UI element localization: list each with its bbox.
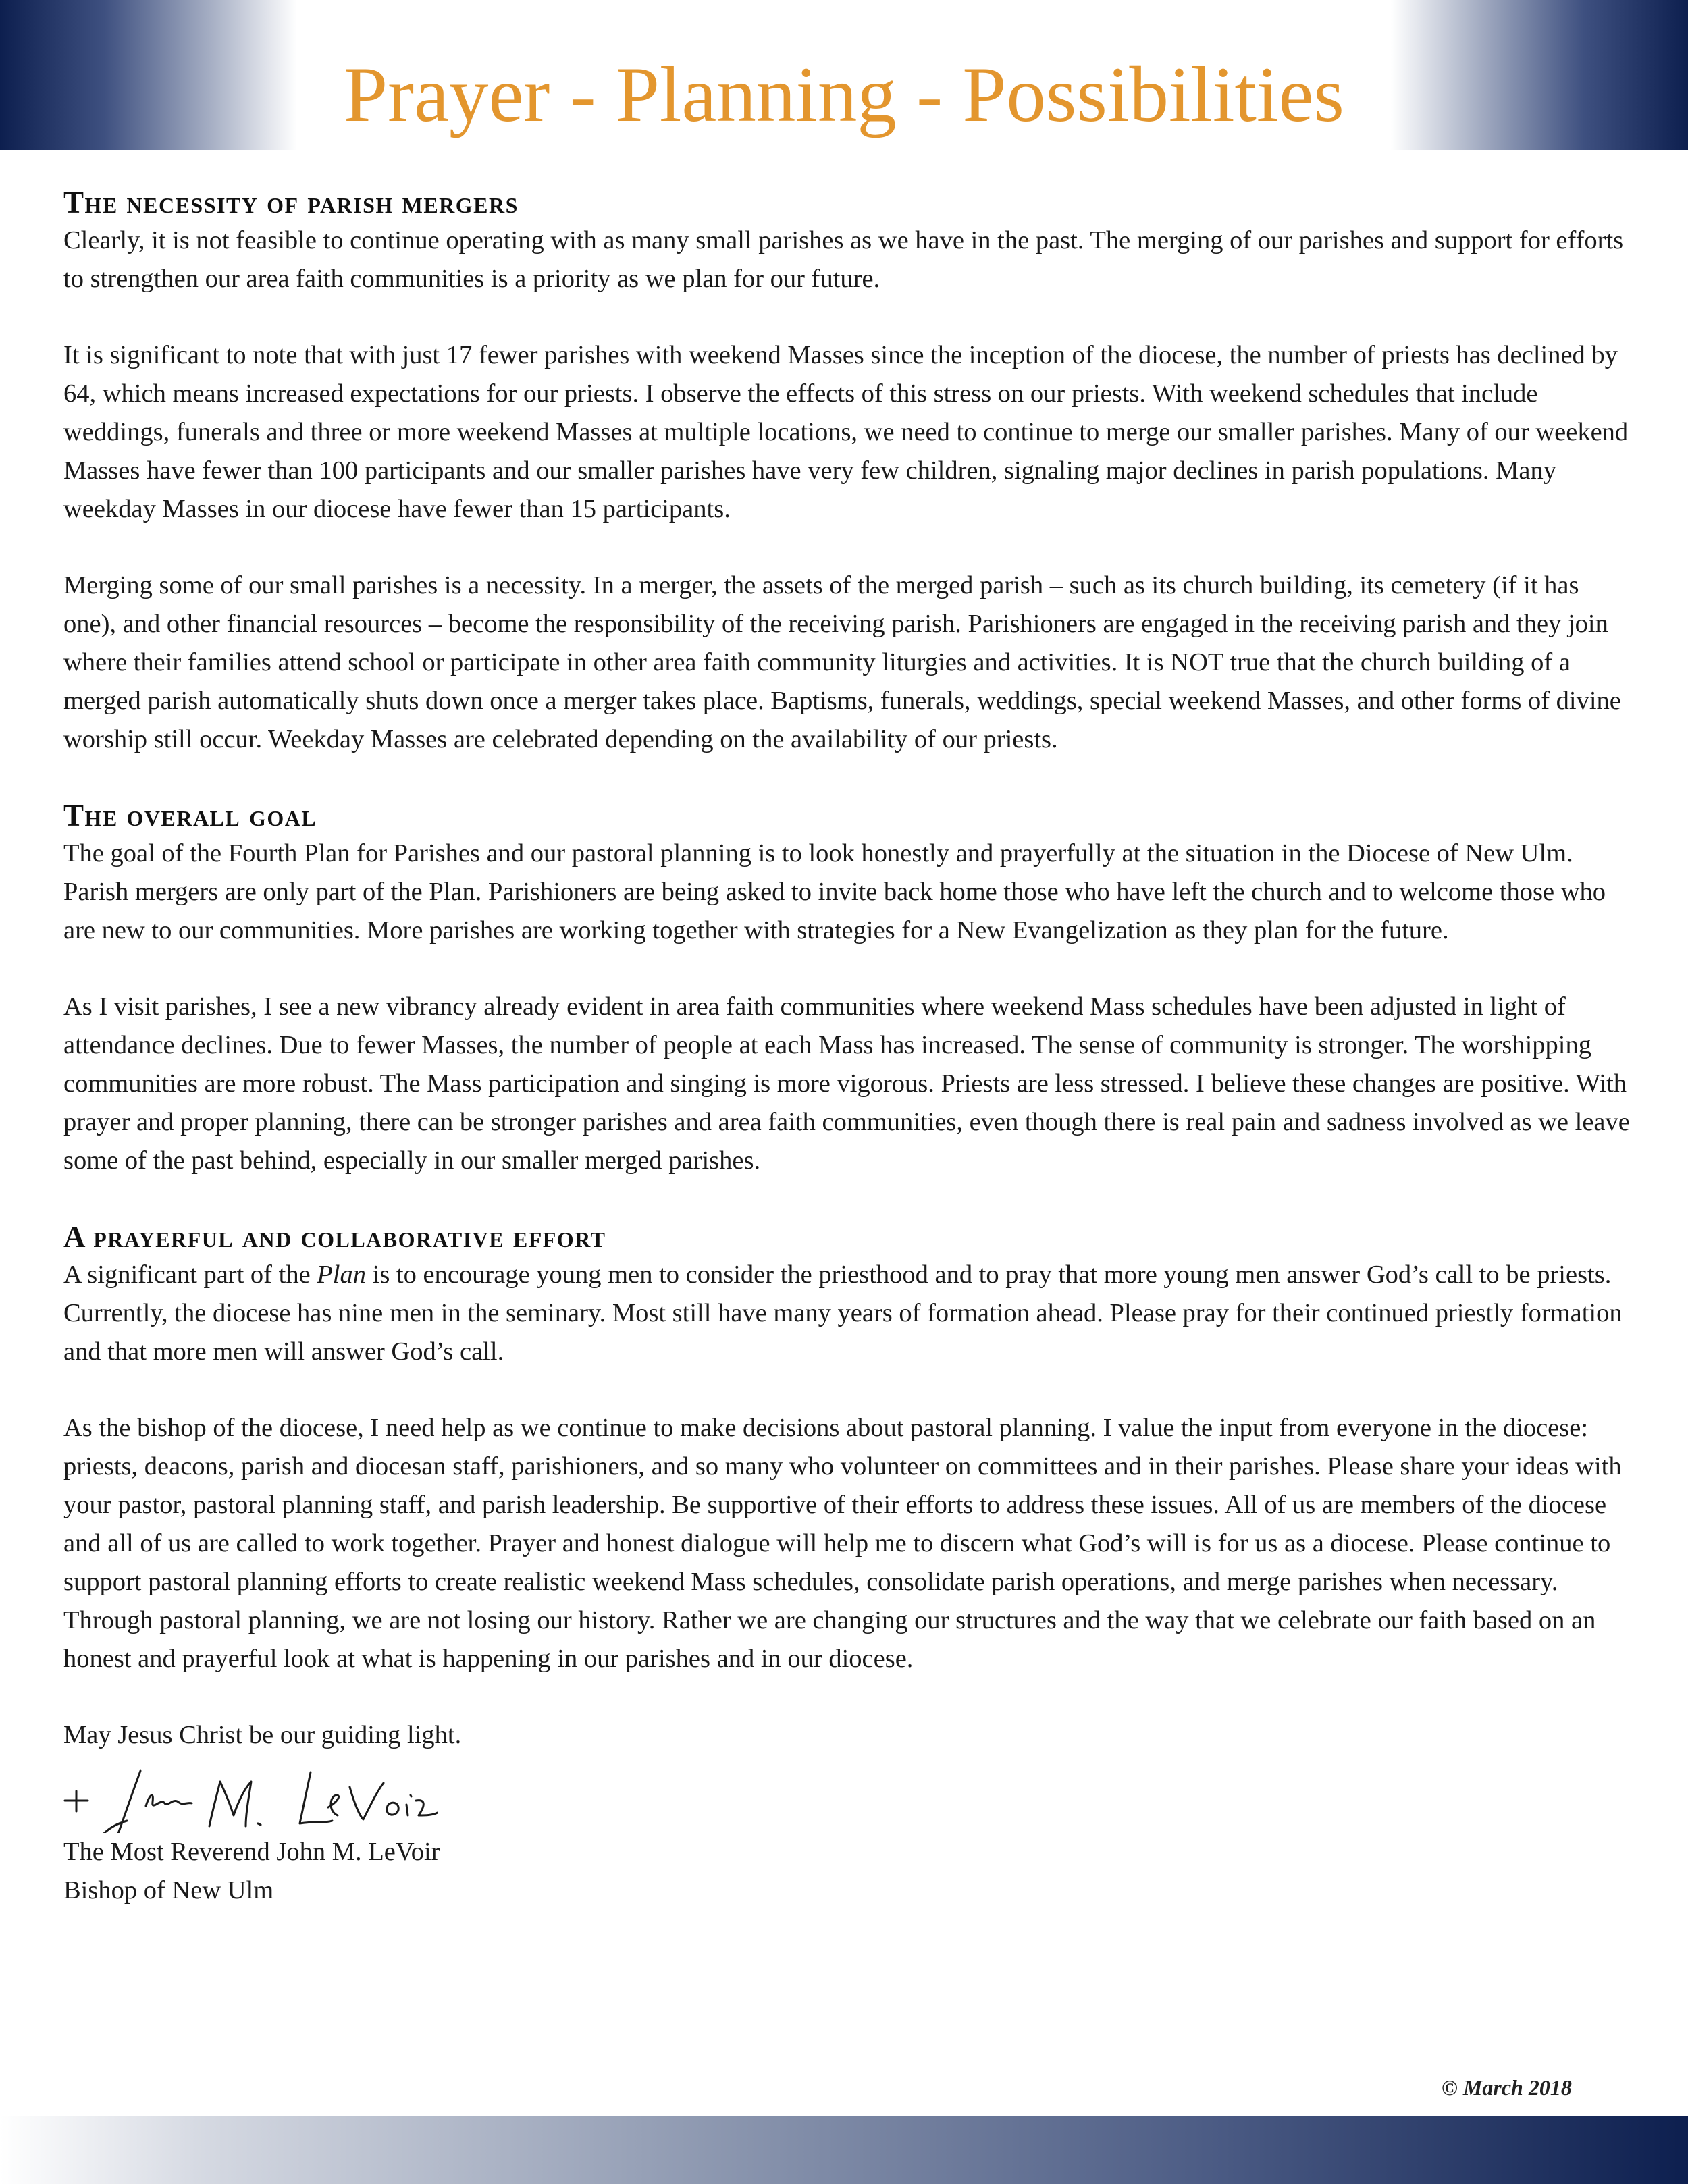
paragraph (63, 1256, 1637, 1371)
section-heading-effort: A prayerful and collaborative effort (63, 1220, 606, 1254)
closing-line: May Jesus Christ be our guiding light. (63, 1721, 462, 1749)
paragraph: Merging some of our small parishes is a necessity. In a merger, the assets of the merged parish – such as its church building, its cemetery (if it has one), and other financial resources – become the responsibility of the receiving parish. Parishioners are engaged in the receiving parish and they join where their families attend school or participate in other area faith community liturgies and activities. It is NOT true that the church building of a merged parish automatically shuts down once a merger takes place. Baptisms, funerals, weddings, special weekend Masses, and other forms of divine worship still occur. Weekday Masses are celebrated depending on the availability of our priests. (63, 571, 1621, 753)
copyright-notice: © March 2018 (1442, 2075, 1572, 2100)
footer-gradient (0, 2116, 1688, 2184)
section-heading-mergers: The necessity of parish mergers (63, 186, 519, 219)
paragraph: As the bishop of the diocese, I need help as we continue to make decisions about pastoral planning. I value the input from everyone in the diocese: priests, deacons, parish and diocesan staff, parishioners, and so many who volunteer on committees and in their parishes. Please share your ideas with your pastor, pastoral planning staff, and parish leadership. Be supportive of their efforts to address these issues. All of us are members of the diocese and all of us are called to work together. Prayer and honest dialogue will help me to discern what God’s will is for us as a diocese. Please continue to support pastoral planning efforts to create realistic weekend Mass schedules, consolidate parish operations, and merge parishes when necessary. Through pastoral planning, we are not losing our history. Rather we are changing our structures and the way that we celebrate our faith based on an honest and prayerful look at what is happening in our parishes and in our diocese. (63, 1414, 1622, 1673)
plan-italic: Plan (317, 1260, 366, 1289)
paragraph: As I visit parishes, I see a new vibrancy already evident in area faith communities where weekend Mass schedules have been adjusted in light of attendance declines. Due to fewer Masses, the number of people at each Mass has increased. The sense of community is stronger. The worshipping communities are more robust. The Mass participation and singing is more vigorous. Priests are less stressed. I believe these changes are positive. With prayer and proper planning, there can be stronger parishes and area faith communities, even though there is real pain and sadness involved as we leave some of the past behind, especially in our smaller merged parishes. (63, 992, 1630, 1175)
signature-image (59, 1759, 438, 1833)
paragraph-text: A significant part of the (63, 1260, 317, 1289)
section-heading-goal: The overall goal (63, 799, 317, 832)
paragraph: The goal of the Fourth Plan for Parishes and our pastoral planning is to look honestly and prayerfully at the situation in the Diocese of New Ulm. Parish mergers are only part of the Plan. Parishioners are being asked to invite back home those who have left the church and to welcome those who are new to our communities. More parishes are working together with strategies for a New Evangelization as they plan for the future. (63, 839, 1606, 944)
paragraph-text: is to encourage young men to consider the priesthood and to pray that more young men answer God’s call to be priests. Currently, the diocese has nine men in the seminary. Most still have many years of formation ahead. Please pray for their continued priestly formation and that more men will answer God’s call. (63, 1260, 1623, 1366)
page-title: Prayer - Planning - Possibilities (344, 51, 1344, 138)
paragraph: Clearly, it is not feasible to continue operating with as many small parishes as we have in the past. The merging of our parishes and support for efforts to strengthen our area faith communities is a priority as we plan for our future. (63, 226, 1624, 293)
signer-title: Bishop of New Ulm (63, 1876, 274, 1905)
signer-name: The Most Reverend John M. LeVoir (63, 1838, 440, 1866)
article-body (63, 184, 1637, 1910)
paragraph: It is significant to note that with just 17 fewer parishes with weekend Masses since the inception of the diocese, the number of priests has declined by 64, which means increased expectations for our priests. I observe the effects of this stress on our priests. With weekend schedules that include weddings, funerals and three or more weekend Masses at multiple locations, we need to continue to merge our smaller parishes. Many of our weekend Masses have fewer than 100 participants and our smaller parishes have very few children, signaling major declines in parish populations. Many weekday Masses in our diocese have fewer than 15 participants. (63, 341, 1629, 523)
